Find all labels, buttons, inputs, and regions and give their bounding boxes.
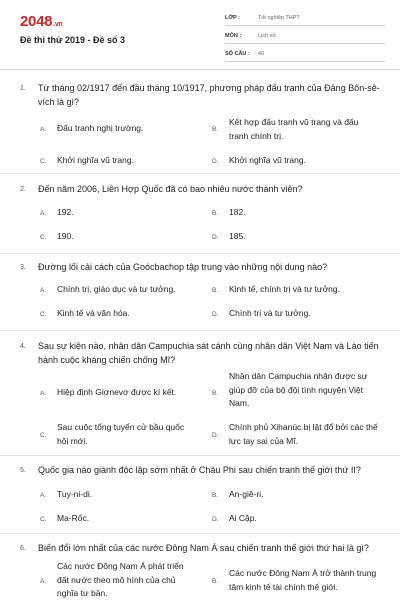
option-letter: B.: [212, 578, 219, 585]
meta-value: 40: [258, 51, 265, 57]
option-letter: D.: [212, 311, 219, 318]
meta-key: LỚP :: [225, 15, 240, 21]
option-a[interactable]: Đấu tranh nghị trường.: [57, 123, 144, 133]
option-a[interactable]: Hiệp định Giơnevơ được kí kết.: [57, 387, 177, 397]
meta-key: MÔN :: [225, 33, 242, 39]
option-b[interactable]: An-giê-ri.: [229, 489, 264, 499]
option-letter: C.: [40, 158, 47, 165]
option-letter: D.: [212, 158, 219, 165]
exam-meta: [225, 11, 385, 65]
meta-key: SỐ CÂU :: [225, 51, 250, 57]
option-letter: D.: [212, 234, 219, 241]
question-number: 2.: [20, 186, 26, 193]
exam-header: [0, 0, 400, 70]
question-divider: [0, 330, 400, 331]
option-d[interactable]: Ai Cập.: [229, 513, 257, 523]
question-number: 1.: [20, 85, 26, 92]
option-a[interactable]: Chính trị, giáo dục và tư tưởng.: [57, 284, 176, 294]
option-letter: B.: [212, 126, 219, 133]
exam-title: Đề thi thử 2019 - Đề số 3: [20, 35, 126, 45]
option-letter: A.: [40, 210, 47, 217]
meta-row-count: [225, 47, 385, 62]
meta-row-subject: [225, 29, 385, 44]
option-letter: C.: [40, 234, 47, 241]
meta-value: Lịch sử: [258, 33, 277, 39]
option-c[interactable]: Kinh tế và văn hóa.: [57, 308, 130, 318]
question-text: Đến năm 2006, Liên Hợp Quốc đã có bao nhiêu nước thành viên?: [38, 184, 303, 194]
option-b[interactable]: Kết hợp đấu tranh vũ trang và đấu tranh chính trị.: [229, 117, 359, 141]
option-d[interactable]: Khởi nghĩa vũ trang.: [229, 155, 306, 165]
option-d[interactable]: Chính phủ Xihanúc bị lật đổ bởi các thế lực tay sai của Mĩ.: [229, 422, 378, 446]
option-letter: C.: [40, 432, 47, 439]
option-c[interactable]: Ma-Rốc.: [57, 513, 90, 523]
option-a[interactable]: Các nước Đông Nam Á phát triển đất nước theo mô hình của chủ nghĩa tư bản.: [57, 561, 184, 598]
meta-value: Tốt nghiệp THPT: [258, 15, 300, 21]
question-divider: [0, 173, 400, 174]
option-d[interactable]: Chính trị và tư tưởng.: [229, 308, 311, 318]
question-text: Từ tháng 02/1917 đến đầu tháng 10/1917, phương pháp đấu tranh của Đảng Bôn-sê-vích là gì?: [38, 83, 380, 107]
question-text: Sau sự kiện nào, nhân dân Campuchia sát cánh cùng nhân dân Việt Nam và Lào tiến hành cuộc kháng chiến chống Mĩ?: [38, 341, 379, 365]
header-divider: [0, 69, 400, 70]
question-divider: [0, 533, 400, 534]
option-b[interactable]: 182.: [229, 207, 246, 217]
option-letter: A.: [40, 390, 47, 397]
question-text: Quốc gia nào giành độc lập sớm nhất ở Châu Phi sau chiến tranh thế giới thứ II?: [38, 465, 361, 475]
option-letter: D.: [212, 432, 219, 439]
option-letter: B.: [212, 492, 219, 499]
option-letter: D.: [212, 516, 219, 523]
option-letter: A.: [40, 492, 47, 499]
option-b[interactable]: Nhân dân Campuchia nhận được sự giúp đỡ của bộ đội tình nguyện Việt Nam.: [229, 371, 368, 408]
question-text: Đường lối cải cách của Goócbachop tập trung vào những nội dung nào?: [38, 262, 328, 272]
question-number: 4.: [20, 343, 26, 350]
question-divider: [0, 455, 400, 456]
option-c[interactable]: 190.: [57, 231, 74, 241]
option-letter: A.: [40, 126, 47, 133]
option-c[interactable]: Khởi nghĩa vũ trang.: [57, 155, 134, 165]
option-letter: A.: [40, 287, 47, 294]
option-c[interactable]: Sau cuộc tổng tuyển cử bầu quốc hội mới.: [57, 422, 185, 446]
meta-row-class: [225, 11, 385, 26]
option-a[interactable]: Tuy-ni-di.: [57, 489, 93, 499]
option-letter: C.: [40, 311, 47, 318]
option-b[interactable]: Kinh tế, chính trị và tư tưởng.: [229, 284, 340, 294]
question-number: 6.: [20, 545, 26, 552]
option-letter: C.: [40, 516, 47, 523]
logo-text: 2048: [20, 13, 53, 30]
option-d[interactable]: 185.: [229, 231, 246, 241]
site-logo[interactable]: [20, 13, 62, 30]
question-text: Biến đổi lớn nhất của các nước Đông Nam Á sau chiến tranh thế giới thứ hai là gì?: [38, 543, 369, 553]
option-letter: B.: [212, 210, 219, 217]
option-letter: B.: [212, 287, 219, 294]
option-letter: A.: [40, 578, 47, 585]
option-letter: B.: [212, 390, 219, 397]
question-number: 3.: [20, 264, 26, 271]
option-b[interactable]: Các nước Đông Nam Á trở thành trung tâm kinh tế tài chính thế giới.: [229, 568, 377, 592]
question-divider: [0, 253, 400, 254]
logo-suffix: .vn: [53, 21, 63, 28]
option-a[interactable]: 192.: [57, 207, 74, 217]
question-number: 5.: [20, 467, 26, 474]
